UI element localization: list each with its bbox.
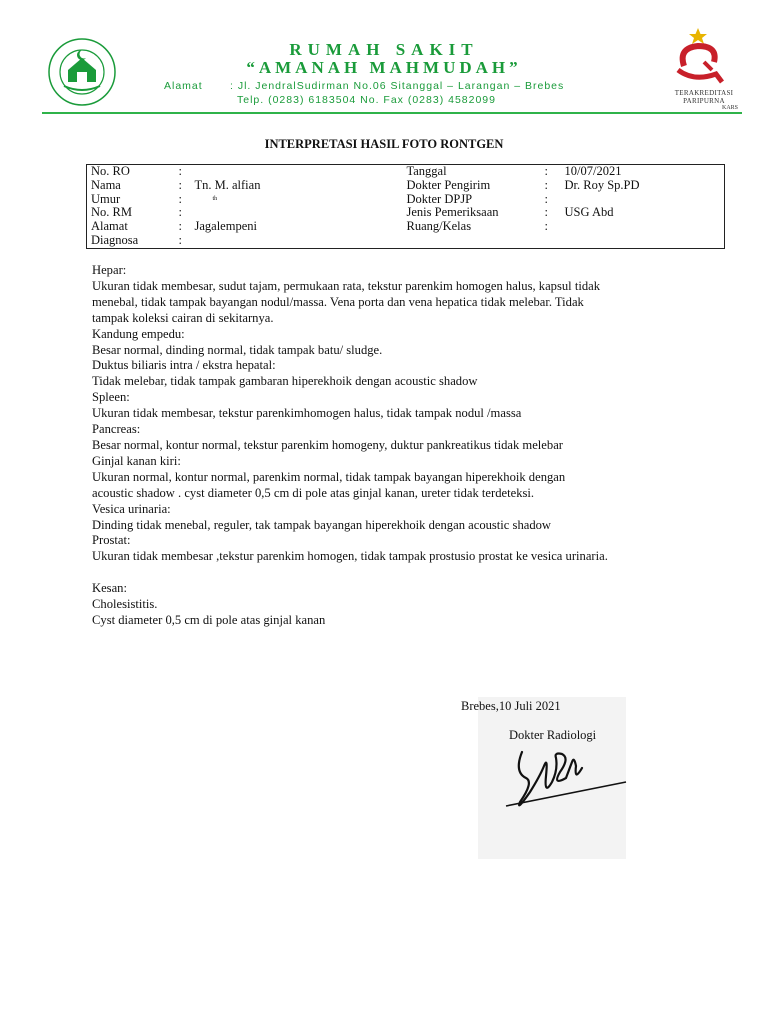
report-body	[92, 263, 692, 629]
signature-place-date: Brebes,10 Juli 2021	[461, 699, 561, 713]
info-separator: :	[178, 164, 182, 178]
report-line: Ukuran normal, kontur normal, parenkim normal, tidak tampak bayangan hiperekhoik dengan	[92, 469, 566, 484]
accreditation-text: TERAKREDITASI PARIPURNA	[674, 89, 734, 105]
report-line: Kesan:	[92, 581, 127, 596]
report-line: Spleen:	[92, 390, 130, 405]
report-line: Prostat:	[92, 533, 131, 548]
info-label: Umur	[91, 191, 121, 206]
info-separator: :	[178, 232, 182, 247]
hospital-name-line1: RUMAH SAKIT	[289, 40, 479, 59]
address-value: : Jl. JendralSudirman No.06 Sitanggal – Larangan – Brebes	[230, 80, 565, 92]
report-line: acoustic shadow . cyst diameter 0,5 cm di pole atas ginjal kanan, ureter tidak terdeteksi.	[92, 485, 535, 500]
report-line: Cyst diameter 0,5 cm di pole atas ginjal kanan	[92, 612, 326, 627]
report-line	[92, 565, 692, 581]
report-line: Besar normal, dinding normal, tidak tampak batu/ sludge.	[92, 342, 383, 357]
info-label: Ruang/Kelas	[406, 219, 472, 234]
report-line: Pancreas:	[92, 422, 141, 437]
info-label: Dokter DPJP	[406, 191, 473, 206]
info-label: Nama	[91, 177, 121, 192]
info-separator	[541, 234, 561, 248]
info-separator: :	[544, 177, 548, 192]
info-value	[561, 220, 725, 234]
hospital-name-line2: “AMANAH MAHMUDAH”	[246, 58, 522, 77]
info-label: Tanggal	[406, 164, 447, 178]
info-row	[87, 193, 725, 207]
info-separator: :	[544, 191, 548, 206]
report-line: Ukuran tidak membesar, tekstur parenkimhomogen halus, tidak tampak nodul /massa	[92, 406, 522, 421]
info-row	[87, 165, 725, 179]
report-line: Cholesistitis.	[92, 597, 158, 612]
info-value: th	[212, 195, 218, 202]
info-value	[561, 234, 725, 248]
patient-info-table	[86, 164, 725, 249]
report-line: Ginjal kanan kiri:	[92, 453, 181, 468]
header-divider	[42, 112, 742, 114]
report-line: Kandung empedu:	[92, 326, 185, 341]
info-row	[87, 206, 725, 220]
info-value: Jagalempeni	[194, 219, 257, 234]
info-separator: :	[178, 219, 182, 234]
report-line: Hepar:	[92, 263, 127, 277]
report-line: Ukuran tidak membesar, sudut tajam, permukaan rata, tekstur parenkim homogen halus, kapsul tidak	[92, 278, 601, 293]
report-line: Dinding tidak menebal, reguler, tak tampak bayangan hiperekhoik dengan acoustic shadow	[92, 517, 552, 532]
accreditation-logo	[664, 26, 744, 111]
info-separator: :	[544, 205, 548, 220]
info-label: No. RO	[91, 164, 130, 178]
info-label: Jenis Pemeriksaan	[406, 205, 499, 220]
document-title: INTERPRETASI HASIL FOTO RONTGEN	[264, 137, 504, 151]
info-label: Dokter Pengirim	[406, 177, 491, 192]
info-row	[87, 220, 725, 234]
signature-image	[500, 742, 630, 822]
info-value: USG Abd	[564, 205, 614, 220]
info-value: Dr. Roy Sp.PD	[564, 177, 640, 192]
report-line: Ukuran tidak membesar ,tekstur parenkim homogen, tidak tampak prostusio prostat ke vesica urinaria.	[92, 549, 608, 564]
info-row	[87, 234, 725, 248]
address-label: Alamat	[164, 80, 203, 92]
info-value: Tn. M. alfian	[194, 177, 261, 192]
info-value	[191, 206, 403, 220]
report-line: menebal, tidak tampak bayangan nodul/massa. Vena porta dan vena hepatica tidak melebar. Tidak	[92, 294, 584, 309]
accreditation-kars: KARS	[721, 105, 738, 111]
info-row	[87, 179, 725, 193]
info-separator: :	[544, 164, 548, 178]
info-value	[561, 193, 725, 207]
report-line: Duktus biliaris intra / ekstra hepatal:	[92, 358, 276, 373]
report-line: tampak koleksi cairan di sekitarnya.	[92, 310, 274, 325]
info-value	[191, 234, 403, 248]
info-label	[403, 234, 541, 248]
info-separator: :	[544, 219, 548, 234]
info-value: 10/07/2021	[564, 164, 622, 178]
info-label: No. RM	[91, 205, 132, 220]
signature-role: Dokter Radiologi	[509, 728, 597, 742]
report-line: Vesica urinaria:	[92, 501, 171, 516]
report-line: Besar normal, kontur normal, tekstur parenkim homogeny, duktur pankreatikus tidak melebar	[92, 437, 563, 452]
info-value	[191, 165, 403, 179]
phone-fax: Telp. (0283) 6183504 No. Fax (0283) 4582099	[237, 94, 496, 106]
info-label: Alamat	[91, 219, 128, 234]
info-label: Diagnosa	[91, 232, 139, 247]
report-line: Tidak melebar, tidak tampak gambaran hiperekhoik dengan acoustic shadow	[92, 374, 478, 389]
info-separator: :	[178, 205, 182, 220]
info-separator: :	[178, 191, 182, 206]
info-separator: :	[178, 177, 182, 192]
